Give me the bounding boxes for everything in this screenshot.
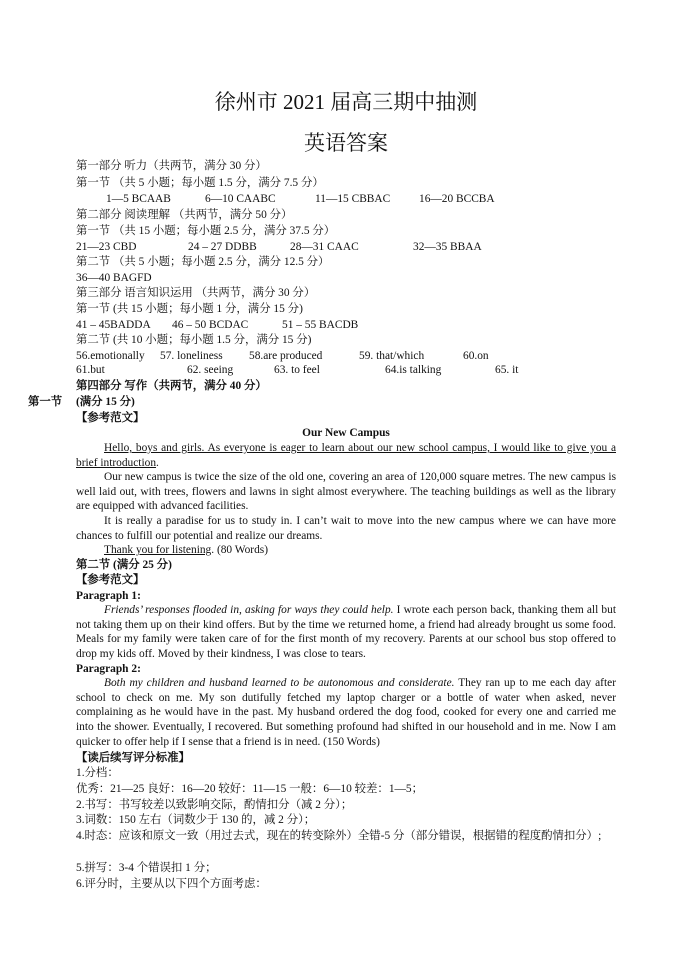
- reading-part-heading: 第二部分 阅读理解 （共两节，满分 50 分）: [76, 209, 293, 221]
- answer-item: 64.is talking: [385, 364, 442, 376]
- answer-group: 51 – 55 BACDB: [282, 319, 359, 331]
- language-section2-heading: 第二节 (共 10 小题；每小题 1.5 分，满分 15 分): [76, 334, 312, 346]
- essay-paragraph: Our new campus is twice the size of the old one, covering an area of 120,000 square metres. The new campus is well laid out, with trees, flowers and lawns in sight almost everywhere. The teaching buildings as well as the library are equipped with advanced facilities.: [76, 471, 616, 513]
- continuation-paragraph-1: [76, 603, 616, 662]
- answer-group: 46 – 50 BCDAC: [172, 319, 249, 331]
- answer-group: 21—23 CBD: [76, 241, 137, 253]
- criteria-item: 5.拼写：3-4 个错误扣 1 分；: [76, 862, 217, 874]
- reading-answers-row: [76, 240, 482, 254]
- criteria-item: 4.时态：应该和原文一致（用过去式，现在的转变除外）全错-5 分（部分错误，根据错的程度酌情扣分）;: [76, 830, 602, 842]
- reference-essay-label: 【参考范文】: [76, 412, 145, 424]
- answer-item: 63. to feel: [274, 364, 320, 376]
- criteria-item: 3.词数：150 左右（词数少于 130 的，减 2 分）；: [76, 814, 316, 826]
- answer-group: 6—10 CAABC: [205, 193, 276, 205]
- given-opening-sentence: Friends’ responses flooded in, asking for ways they could help.: [104, 604, 394, 616]
- paragraph-body: They ran up to me each day after school to check on me. My son dutifully fetched my laptop charger or a bottle of water when asked, never complaining as he would have in the past. My husband ordered the dog food, cooked for every one and carried me into the shower. Eventually, I recovered. But something profound had shifted in our household and in me. Now I am quicker to offer help if I sense that a friend is in need. (150 Words): [76, 677, 616, 748]
- answer-group: 32—35 BBAA: [413, 241, 482, 253]
- answer-item: 59. that/which: [359, 350, 425, 362]
- paragraph-end: .: [156, 456, 159, 469]
- answer-item: 62. seeing: [187, 364, 234, 376]
- essay-title: Our New Campus: [302, 427, 390, 439]
- answer-item: 60.on: [463, 350, 489, 362]
- listening-section1-heading: 第一节 （共 5 小题；每小题 1.5 分，满分 7.5 分）: [76, 177, 324, 189]
- answer-group: 28—31 CAAC: [290, 241, 359, 253]
- answer-item: 58.are produced: [249, 350, 323, 362]
- word-count: . (80 Words): [211, 544, 269, 556]
- paragraph2-label: Paragraph 2:: [76, 663, 141, 675]
- answer-item: 61.but: [76, 364, 105, 376]
- essay-paragraph: [76, 543, 616, 558]
- criteria-item: 优秀：21—25 良好：16—20 较好：11—15 一般：6—10 较差：1—5；: [76, 783, 423, 795]
- writing-section2-heading: 第二节 (满分 25 分): [76, 559, 172, 571]
- language-part-heading: 第三部分 语言知识运用 （共两节，满分 30 分）: [76, 287, 316, 299]
- underlined-text: Hello, boys and girls. As everyone is eager to learn about our new school campus, I would like to give you a brief introduction: [76, 442, 616, 469]
- criteria-item: 1.分档：: [76, 767, 119, 779]
- page-title: 徐州市 2021 届高三期中抽测: [214, 90, 478, 114]
- answer-group: 11—15 CBBAC: [315, 193, 391, 205]
- language-section1-heading: 第一节 (共 15 小题；每小题 1 分，满分 15 分): [76, 303, 303, 315]
- writing-part-heading: 第四部分 写作（共两节，满分 40 分）: [76, 380, 267, 392]
- essay-paragraph: It is really a paradise for us to study in. I can’t wait to move into the new campus where we can have more chances to fulfill our potential and realize our dreams.: [76, 515, 616, 542]
- criteria-heading: 【读后续写评分标准】: [76, 752, 190, 764]
- reading-answers-row2: 36—40 BAGFD: [76, 272, 152, 284]
- essay-paragraph: [76, 441, 616, 470]
- answer-item: 65. it: [495, 364, 519, 376]
- writing-section1-score: (满分 15 分): [76, 396, 135, 408]
- given-opening-sentence: Both my children and husband learned to be autonomous and considerate.: [104, 677, 455, 689]
- underlined-text: Thank you for listening: [104, 544, 212, 556]
- answer-group: 41 – 45BADDA: [76, 319, 151, 331]
- language-answers-row: [76, 318, 358, 332]
- reading-section2-heading: 第二节 （共 5 小题；每小题 2.5 分，满分 12.5 分）: [76, 256, 330, 268]
- answer-group: 24 – 27 DDBB: [188, 241, 257, 253]
- answer-item: 56.emotionally: [76, 350, 145, 362]
- writing-section1-label: 第一节: [28, 396, 63, 408]
- criteria-item: 2.书写：书写较差以致影响交际，酌情扣分（减 2 分）；: [76, 799, 353, 811]
- reference-essay-label: 【参考范文】: [76, 574, 145, 586]
- answer-item: 57. loneliness: [160, 350, 223, 362]
- reading-section1-heading: 第一节 （共 15 小题；每小题 2.5 分，满分 37.5 分）: [76, 225, 336, 237]
- fill-answers-row1: [76, 349, 489, 363]
- paragraph1-label: Paragraph 1:: [76, 590, 141, 602]
- fill-answers-row2: [76, 363, 518, 377]
- answer-group: 1—5 BCAAB: [106, 193, 171, 205]
- continuation-paragraph-2: [76, 676, 616, 750]
- criteria-item: 6.评分时，主要从以下四个方面考虑：: [76, 878, 267, 890]
- page-subtitle: 英语答案: [304, 131, 388, 155]
- listening-answers-row: [106, 192, 495, 206]
- answer-group: 16—20 BCCBA: [419, 193, 495, 205]
- listening-part-heading: 第一部分 听力（共两节，满分 30 分）: [76, 160, 267, 172]
- paragraph-body: I wrote each person back, thanking them all but not taking them up on their kind offers. But by the time we returned home, a friend had already brought us some food. Meals for my family were taken care of for the first month of my recovery. Parents at our school bus stop offered to drop my kids off. Moved by their kindness, I was close to tears.: [76, 604, 616, 661]
